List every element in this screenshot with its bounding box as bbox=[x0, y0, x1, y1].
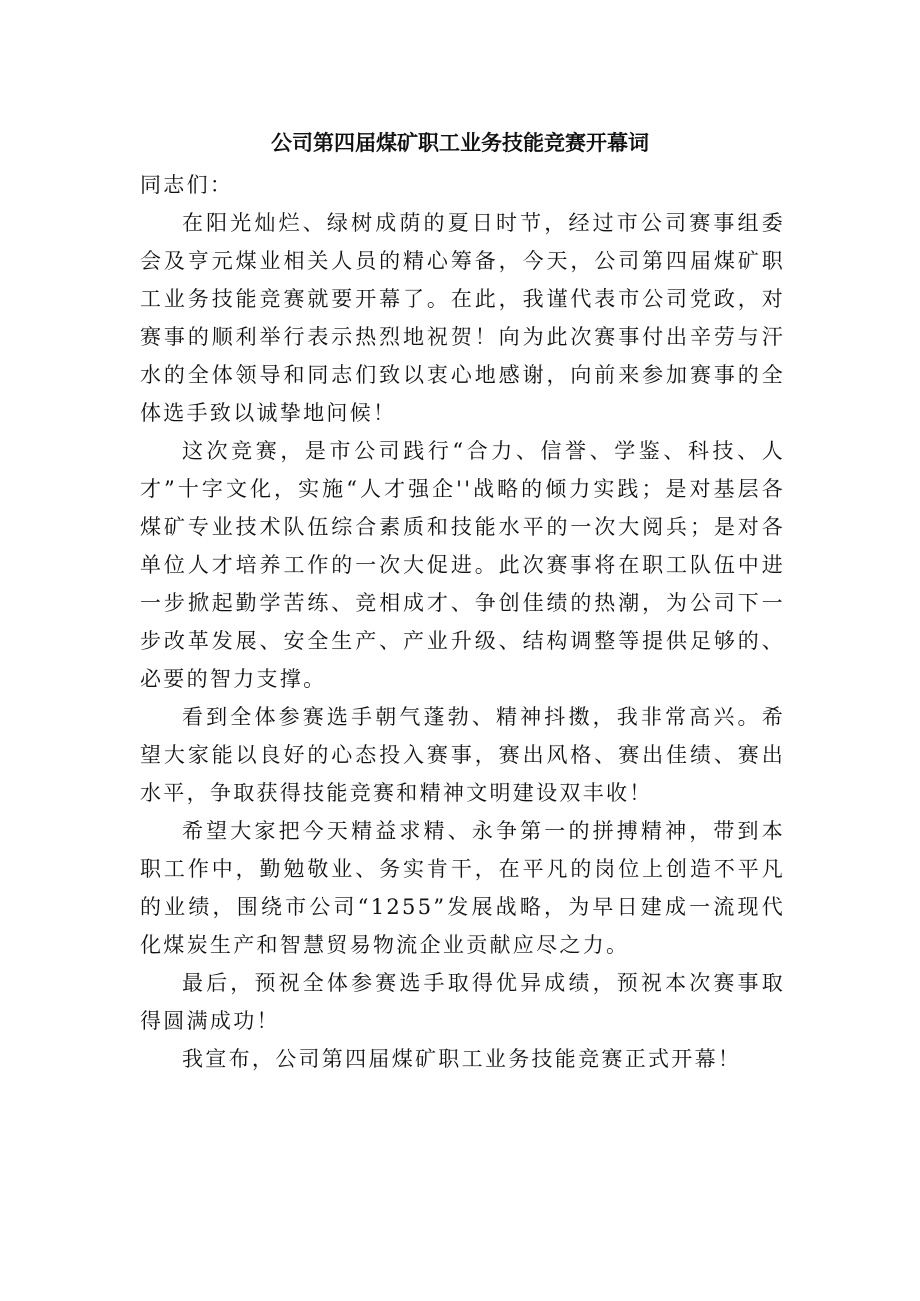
document-body bbox=[140, 166, 785, 1078]
salutation: 同志们： bbox=[140, 173, 234, 197]
paragraph-expectation: 看到全体参赛选手朝气蓬勃、精神抖擞，我非常高兴。希望大家能以良好的心态投入赛事，赛出风格、赛出佳绩、赛出水平，争取获得技能竞赛和精神文明建设双丰收！ bbox=[140, 705, 785, 805]
paragraph-declaration: 我宣布，公司第四届煤矿职工业务技能竞赛正式开幕！ bbox=[182, 1047, 742, 1071]
paragraph-significance: 这次竞赛，是市公司践行“合力、信誉、学鉴、科技、人才”十字文化，实施“人才强企''战略的倾力实践；是对基层各煤矿专业技术队伍综合素质和技能水平的一次大阅兵；是对各单位人才培养工作的一次大促进。此次赛事将在职工队伍中进一步掀起勤学苦练、竞相成才、争创佳绩的热潮，为公司下一步改革发展、安全生产、产业升级、结构调整等提供足够的、必要的智力支撑。 bbox=[140, 439, 785, 691]
document-title: 公司第四届煤矿职工业务技能竞赛开幕词 bbox=[271, 131, 649, 155]
paragraph-opening: 在阳光灿烂、绿树成荫的夏日时节，经过市公司赛事组委会及亨元煤业相关人员的精心筹备，今天，公司第四届煤矿职工业务技能竞赛就要开幕了。在此，我谨代表市公司党政，对赛事的顺利举行表示热烈地祝贺！向为此次赛事付出辛劳与汗水的全体领导和同志们致以衷心地感谢，向前来参加赛事的全体选手致以诚挚地问候！ bbox=[140, 211, 785, 425]
paragraph-wishes: 最后，预祝全体参赛选手取得优异成绩，预祝本次赛事取得圆满成功！ bbox=[140, 971, 785, 1033]
paragraph-hope: 希望大家把今天精益求精、永争第一的拼搏精神，带到本职工作中，勤勉敬业、务实肯干，在平凡的岗位上创造不平凡的业绩，围绕市公司“1255”发展战略，为早日建成一流现代化煤炭生产和智慧贸易物流企业贡献应尽之力。 bbox=[140, 819, 785, 957]
